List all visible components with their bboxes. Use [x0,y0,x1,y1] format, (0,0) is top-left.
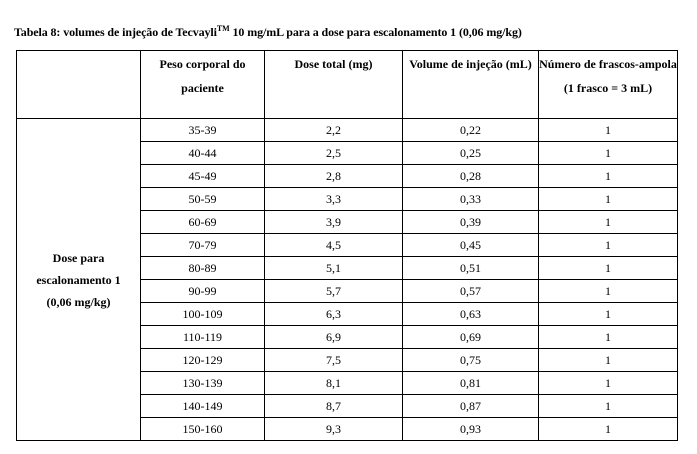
cell-weight: 150-160 [141,418,265,441]
table-body [17,119,678,441]
header-empty [17,51,141,119]
cell-weight: 100-109 [141,303,265,326]
cell-weight: 130-139 [141,372,265,395]
header-vials-note: (1 frasco = 3 mL) [563,81,653,95]
row-label-dose-step [17,119,141,441]
cell-weight: 35-39 [141,119,265,142]
cell-weight: 80-89 [141,257,265,280]
header-total-dose: Dose total (mg) [265,51,403,119]
cell-vials: 1 [539,211,678,234]
cell-dose: 5,7 [265,280,403,303]
dose-table [16,50,678,441]
cell-vials: 1 [539,372,678,395]
cell-weight: 90-99 [141,280,265,303]
cell-dose: 5,1 [265,257,403,280]
cell-vials: 1 [539,349,678,372]
cell-volume: 0,63 [403,303,539,326]
cell-vials: 1 [539,165,678,188]
cell-vials: 1 [539,326,678,349]
cell-volume: 0,51 [403,257,539,280]
row-label-line1: Dose para [52,250,105,265]
cell-volume: 0,93 [403,418,539,441]
cell-dose: 3,3 [265,188,403,211]
cell-vials: 1 [539,303,678,326]
header-vials [539,51,678,119]
cell-dose: 7,5 [265,349,403,372]
caption-suffix: 10 mg/mL para a dose para escalonamento 1 (0,06 mg/kg) [229,25,522,39]
cell-dose: 8,7 [265,395,403,418]
cell-volume: 0,81 [403,372,539,395]
cell-vials: 1 [539,142,678,165]
cell-weight: 45-49 [141,165,265,188]
cell-weight: 50-59 [141,188,265,211]
caption-prefix: Tabela 8: volumes de injeção de Tecvayli [14,25,217,39]
cell-volume: 0,87 [403,395,539,418]
cell-dose: 4,5 [265,234,403,257]
cell-vials: 1 [539,234,678,257]
cell-weight: 140-149 [141,395,265,418]
cell-vials: 1 [539,280,678,303]
cell-volume: 0,69 [403,326,539,349]
cell-volume: 0,22 [403,119,539,142]
header-vials-text: Número de frascos-ampola [539,57,677,71]
cell-volume: 0,45 [403,234,539,257]
row-label-line2: escalonamento 1 [36,272,121,287]
cell-vials: 1 [539,119,678,142]
cell-volume: 0,33 [403,188,539,211]
header-volume: Volume de injeção (mL) [403,51,539,119]
row-label-line3: (0,06 mg/kg) [46,294,111,309]
cell-dose: 8,1 [265,372,403,395]
cell-vials: 1 [539,395,678,418]
cell-vials: 1 [539,188,678,211]
cell-dose: 9,3 [265,418,403,441]
header-weight: Peso corporal do paciente [141,51,265,119]
cell-dose: 2,8 [265,165,403,188]
header-row [17,51,678,119]
cell-weight: 110-119 [141,326,265,349]
table-caption [14,25,522,40]
cell-weight: 120-129 [141,349,265,372]
cell-volume: 0,75 [403,349,539,372]
table-row [17,119,678,142]
cell-volume: 0,25 [403,142,539,165]
cell-dose: 3,9 [265,211,403,234]
cell-weight: 70-79 [141,234,265,257]
cell-dose: 6,9 [265,326,403,349]
cell-volume: 0,57 [403,280,539,303]
cell-dose: 6,3 [265,303,403,326]
cell-volume: 0,28 [403,165,539,188]
cell-dose: 2,2 [265,119,403,142]
cell-dose: 2,5 [265,142,403,165]
trademark-superscript: TM [216,24,230,33]
cell-vials: 1 [539,257,678,280]
cell-volume: 0,39 [403,211,539,234]
cell-weight: 60-69 [141,211,265,234]
cell-weight: 40-44 [141,142,265,165]
cell-vials: 1 [539,418,678,441]
